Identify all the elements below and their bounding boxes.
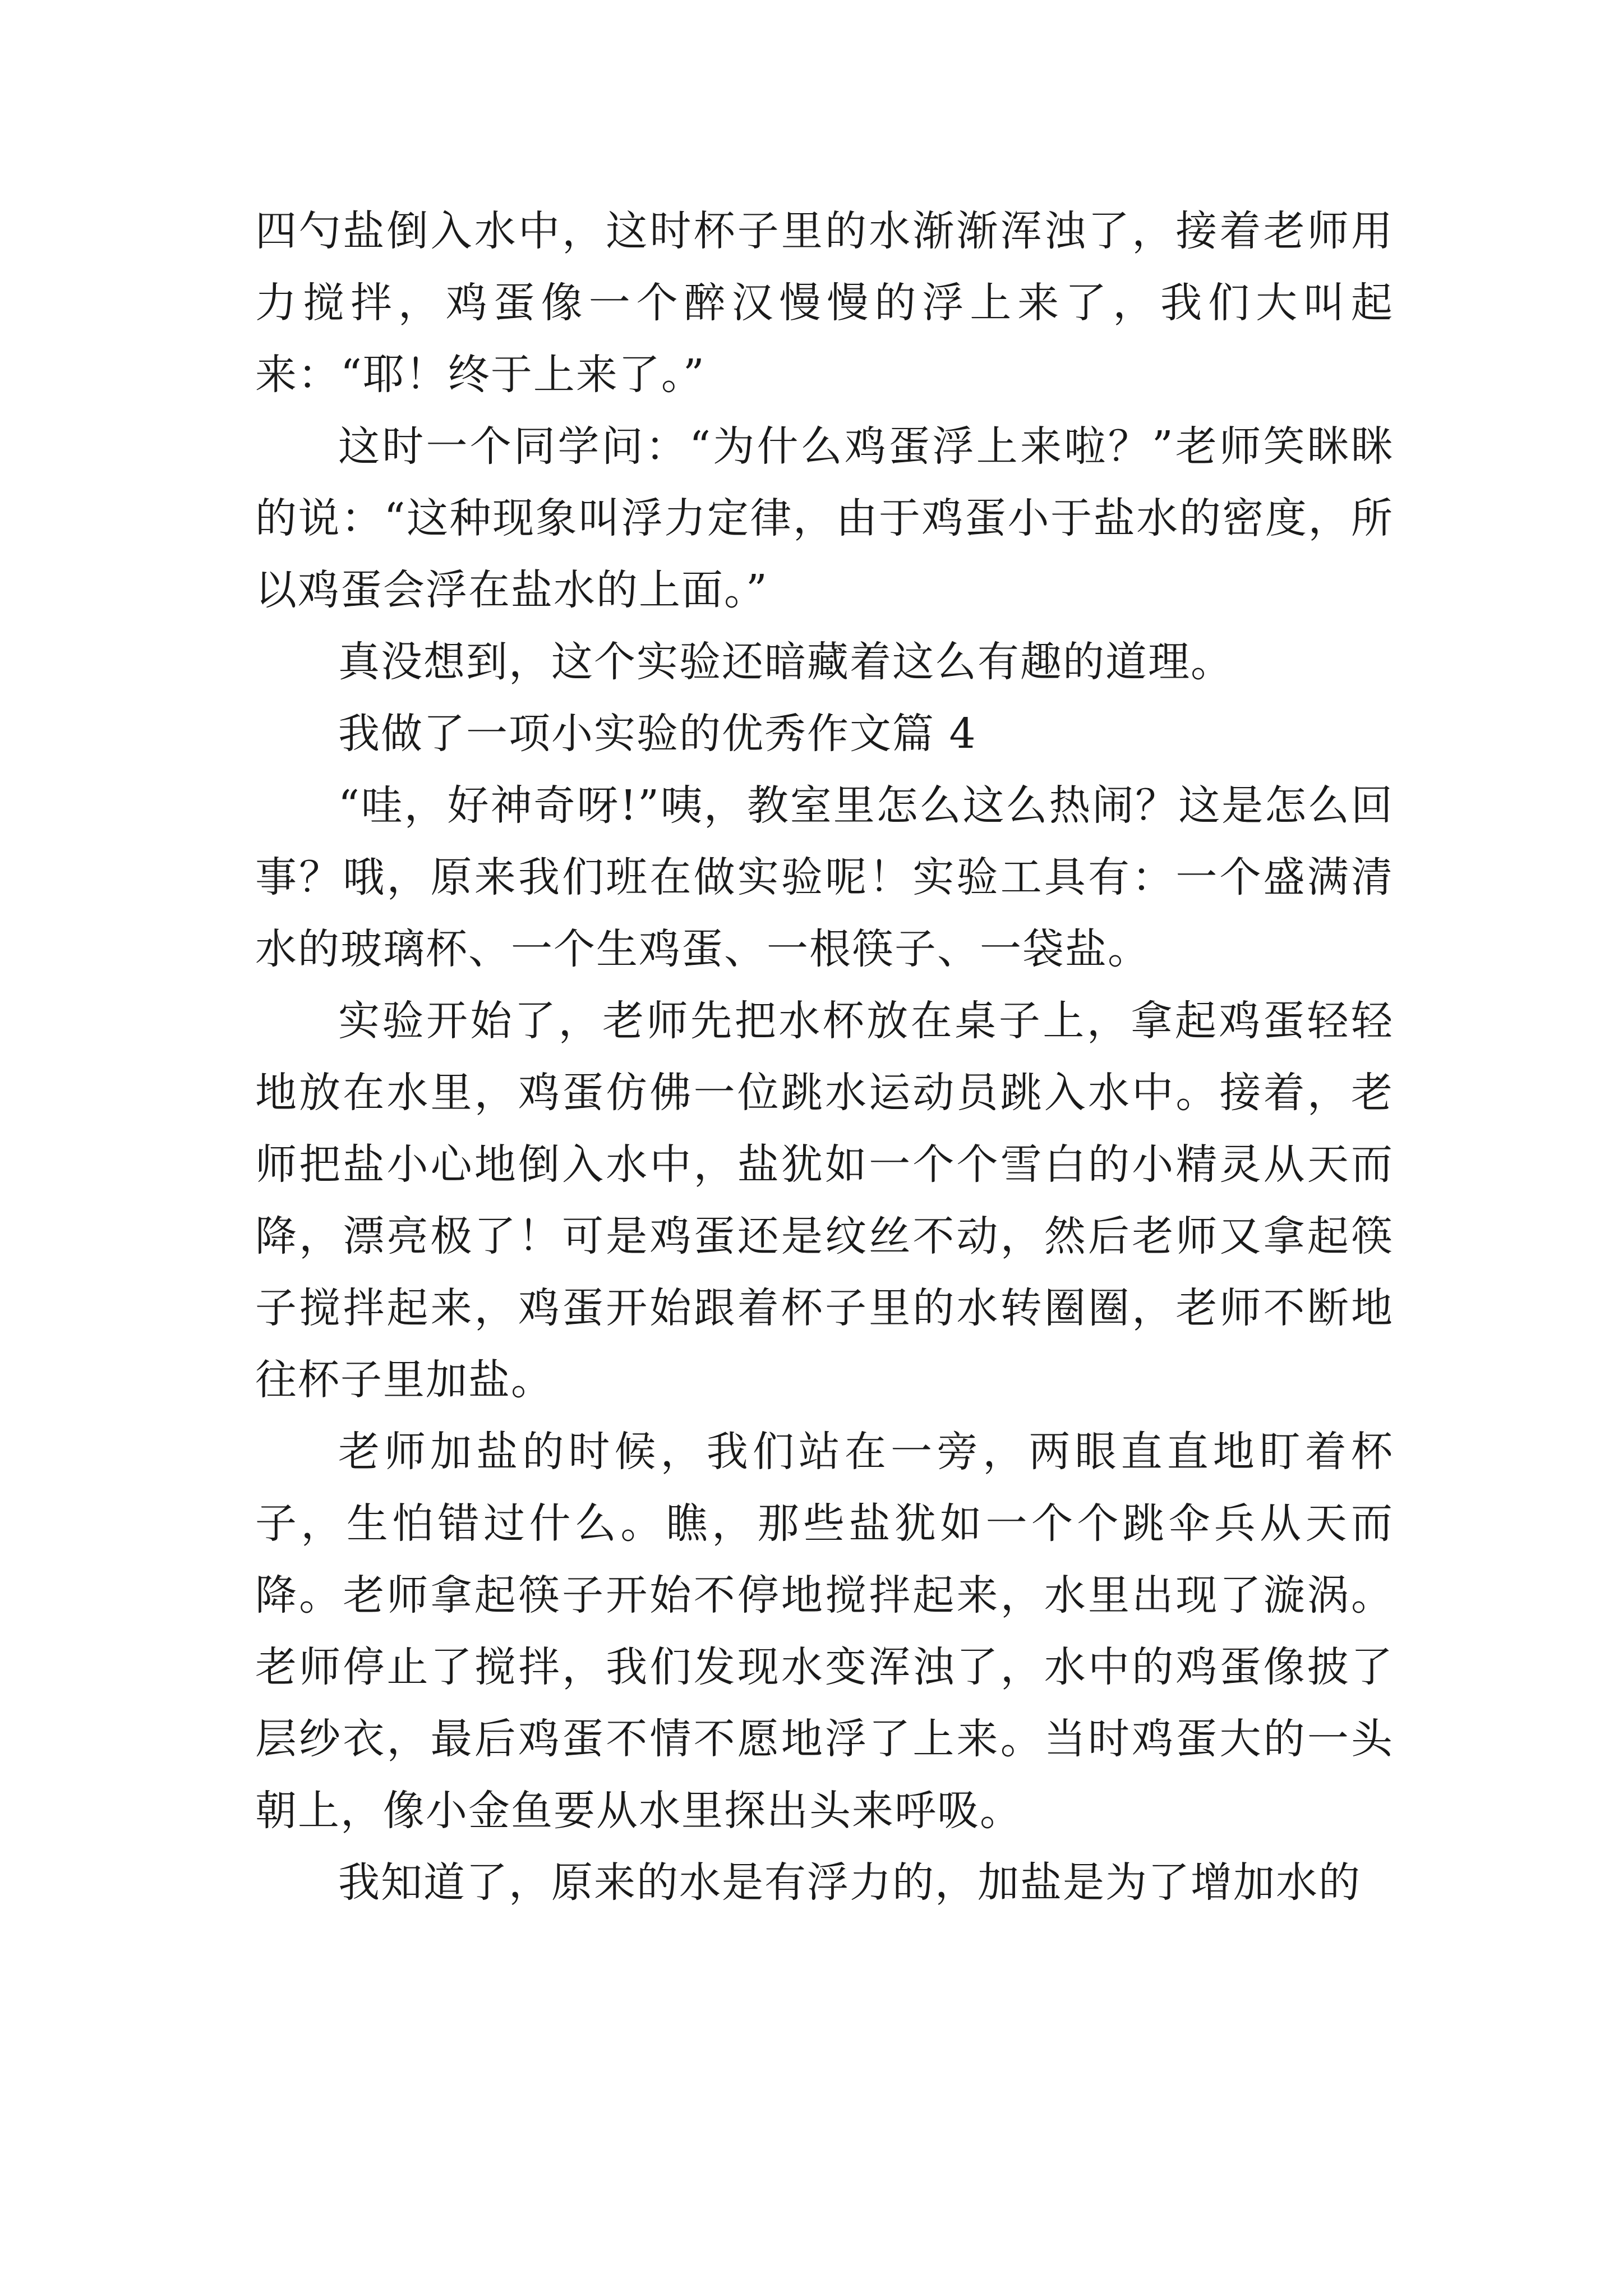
paragraph: 实验开始了，老师先把水杯放在桌子上，拿起鸡蛋轻轻地放在水里，鸡蛋仿佛一位跳水运动员跳入水中。接着，老师把盐小心地倒入水中，盐犹如一个个雪白的小精灵从天而降，漂亮极了！可是鸡蛋还是纹丝不动，然后老师又拿起筷子搅拌起来，鸡蛋开始跟着杯子里的水转圈圈，老师不断地往杯子里加盐。 <box>255 997 1394 1404</box>
document-body <box>255 195 1394 1918</box>
paragraph: 老师加盐的时候，我们站在一旁，两眼直直地盯着杯子，生怕错过什么。瞧，那些盐犹如一个个跳伞兵从天而降。老师拿起筷子开始不停地搅拌起来，水里出现了漩涡。老师停止了搅拌，我们发现水变浑浊了，水中的鸡蛋像披了层纱衣，最后鸡蛋不情不愿地浮了上来。当时鸡蛋大的一头朝上，像小金鱼要从水里探出头来呼吸。 <box>255 1428 1394 1835</box>
paragraph: “哇，好神奇呀!”咦，教室里怎么这么热闹？这是怎么回事？哦，原来我们班在做实验呢！实验工具有：一个盛满清水的玻璃杯、一个生鸡蛋、一根筷子、一袋盐。 <box>255 781 1394 973</box>
paragraph: 我知道了，原来的水是有浮力的，加盐是为了增加水的 <box>338 1858 1361 1907</box>
paragraph-continued: 四勺盐倒入水中，这时杯子里的水渐渐浑浊了，接着老师用力搅拌，鸡蛋像一个醉汉慢慢的浮上来了，我们大叫起来：“耶！终于上来了。” <box>255 207 1394 399</box>
section-heading: 我做了一项小实验的优秀作文篇 4 <box>338 710 977 758</box>
paragraph: 这时一个同学问：“为什么鸡蛋浮上来啦？”老师笑眯眯的说：“这种现象叫浮力定律，由于鸡蛋小于盐水的密度，所以鸡蛋会浮在盐水的上面。” <box>255 422 1394 614</box>
paragraph: 真没想到，这个实验还暗藏着这么有趣的道理。 <box>338 638 1233 686</box>
